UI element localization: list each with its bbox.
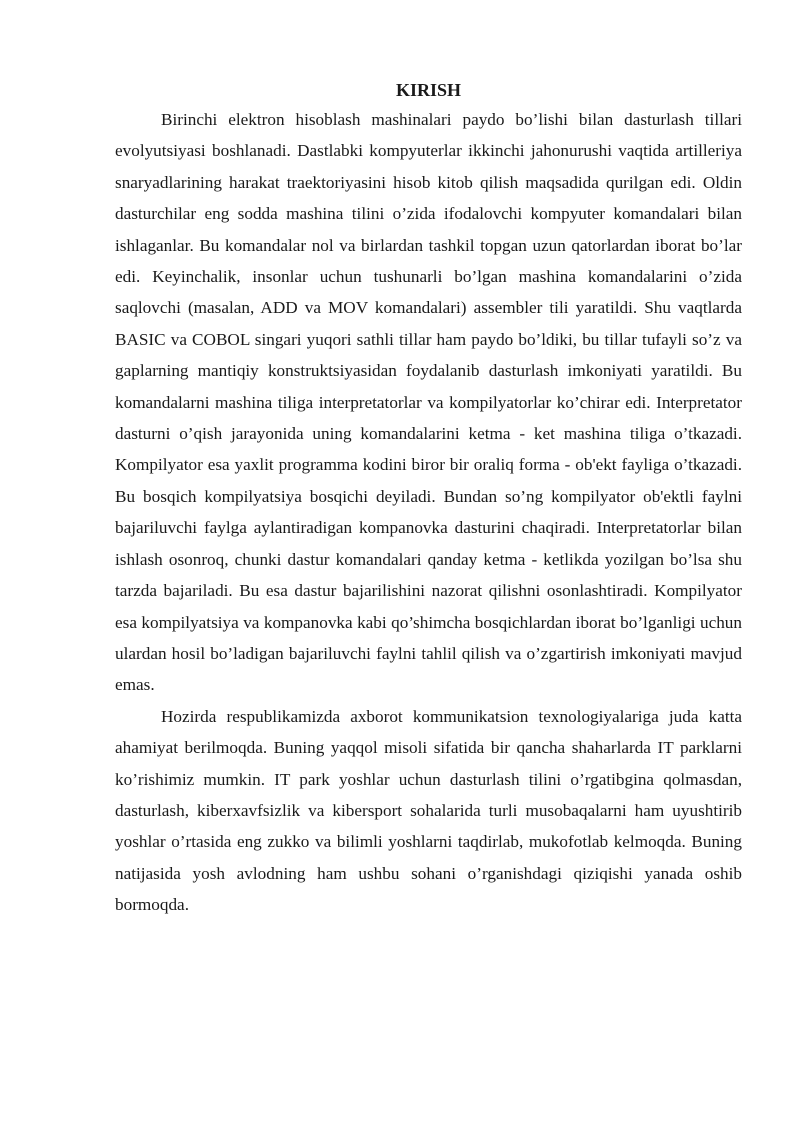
paragraph-history: Birinchi elektron hisoblash mashinalari paydo bo’lishi bilan dasturlash tillari evolyutsiyasi boshlanadi. Dastlabki kompyuterlar ikkinchi jahonurushi vaqtida artilleriya snaryadlarining harakat traektoriyasini hisob kitob qilish maqsadida qurilgan edi. Oldin dasturchilar eng sodda mashina tilini o’zida ifodalovchi kompyuter komandalari bilan ishlaganlar. Bu komandalar nol va birlardan tashkil topgan uzun qatorlardan iborat bo’lar edi. Keyinchalik, insonlar uchun tushunarli bo’lgan mashina komandalarini o’zida saqlovchi (masalan, ADD va MOV komandalari) assembler tili yaratildi. Shu vaqtlarda BASIC va COBOL singari yuqori sathli tillar ham paydo bo’ldiki, bu tillar tufayli so’z va gaplarning mantiqiy konstruktsiyasidan foydalanib dasturlash imkoniyati yaratildi. Bu komandalarni mashina tiliga interpretatorlar va kompilyatorlar ko’chirar edi. Interpretator dasturni o’qish jarayonida uning komandalarini ketma - ket mashina tiliga o’tkazadi. Kompilyator esa yaxlit programma kodini biror bir oraliq forma - ob'ekt fayliga o’tkazadi. Bu bosqich kompilyatsiya bosqichi deyiladi. Bundan so’ng kompilyator ob'ektli faylni bajariluvchi faylga aylantiradigan kompanovka dasturini chaqiradi. Interpretatorlar bilan ishlash osonroq, chunki dastur komandalari qanday ketma - ketlikda yozilgan bo’lsa shu tarzda bajariladi. Bu esa dastur bajarilishini nazorat qilishni osonlashtiradi. Kompilyator esa kompilyatsiya va kompanovka kabi qo’shimcha bosqichlardan iborat bo’lganligi uchun ulardan hosil bo’ladigan bajariluvchi faylni tahlil qilish va o’zgartirish imkoniyati mavjud emas.	[115, 110, 742, 695]
document-body	[115, 77, 742, 921]
page-title: KIRISH	[395, 80, 462, 100]
paragraph-it-parks: Hozirda respublikamizda axborot kommunikatsion texnologiyalariga juda katta ahamiyat berilmoqda. Buning yaqqol misoli sifatida bir qancha shaharlarda IT parklarni ko’rishimiz mumkin. IT park yoshlar uchun dasturlash tilini o’rgatibgina qolmasdan, dasturlash, kiberxavfsizlik va kibersport sohalarida turli musobaqalarni ham uyushtirib yoshlar o’rtasida eng zukko va bilimli yoshlarni taqdirlab, mukofotlab kelmoqda. Buning natijasida yosh avlodning ham ushbu sohani o’rganishdagi qiziqishi yanada oshib bormoqda.	[115, 706, 742, 915]
